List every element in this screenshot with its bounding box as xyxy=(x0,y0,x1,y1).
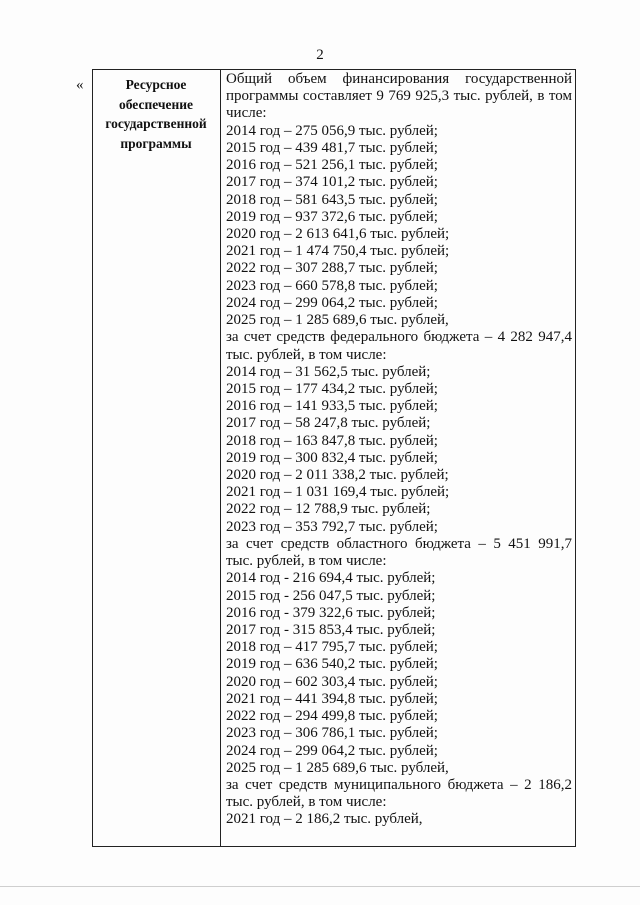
table-column-divider xyxy=(220,69,221,847)
financing-line: 2020 год – 602 303,4 тыс. рублей; xyxy=(226,673,438,690)
row-heading-line: Ресурсное xyxy=(125,77,187,92)
financing-line: 2024 год – 299 064,2 тыс. рублей; xyxy=(226,294,438,311)
financing-line: числе: xyxy=(226,105,267,122)
financing-line: 2024 год – 299 064,2 тыс. рублей; xyxy=(226,742,438,759)
financing-line: 2015 год – 177 434,2 тыс. рублей; xyxy=(226,380,438,397)
row-heading-line: государственной xyxy=(105,116,207,132)
financing-line: за счет средств областного бюджета – 5 451 991,7 xyxy=(226,535,572,552)
financing-line: 2022 год – 307 288,7 тыс. рублей; xyxy=(226,260,438,277)
financing-line: 2016 год – 141 933,5 тыс. рублей; xyxy=(226,398,438,415)
financing-line: 2025 год – 1 285 689,6 тыс. рублей, xyxy=(226,312,449,329)
financing-line: 2023 год – 660 578,8 тыс. рублей; xyxy=(226,277,438,294)
financing-line: 2025 год – 1 285 689,6 тыс. рублей, xyxy=(226,759,449,776)
financing-line: 2020 год – 2 613 641,6 тыс. рублей; xyxy=(226,225,450,242)
financing-line: 2014 год - 216 694,4 тыс. рублей; xyxy=(226,570,436,587)
financing-line: программы составляет 9 769 925,3 тыс. рублей, в том xyxy=(226,88,572,105)
row-heading-line: программы xyxy=(120,135,192,151)
row-heading-resource-provision xyxy=(93,75,219,153)
financing-line: тыс. рублей, в том числе: xyxy=(226,553,387,570)
financing-line: 2014 год – 275 056,9 тыс. рублей; xyxy=(226,122,438,139)
financing-line: 2014 год – 31 562,5 тыс. рублей; xyxy=(226,363,431,380)
opening-quote-mark: « xyxy=(76,77,84,93)
financing-line: 2017 год – 374 101,2 тыс. рублей; xyxy=(226,174,438,191)
financing-line: 2017 год - 315 853,4 тыс. рублей; xyxy=(226,622,436,638)
financing-line: 2020 год – 2 011 338,2 тыс. рублей; xyxy=(226,467,449,484)
financing-line: 2023 год – 353 792,7 тыс. рублей; xyxy=(226,518,438,535)
row-heading-line: обеспечение xyxy=(118,96,194,112)
financing-line: 2021 год – 2 186,2 тыс. рублей, xyxy=(226,811,423,828)
financing-line: 2022 год – 294 499,8 тыс. рублей; xyxy=(226,708,438,725)
financing-line: 2023 год – 306 786,1 тыс. рублей; xyxy=(226,725,438,742)
financing-line: 2015 год – 439 481,7 тыс. рублей; xyxy=(226,139,438,156)
financing-line: 2021 год – 1 474 750,4 тыс. рублей; xyxy=(226,243,450,260)
financing-line: 2019 год – 636 540,2 тыс. рублей; xyxy=(226,656,438,673)
financing-line: 2016 год – 521 256,1 тыс. рублей; xyxy=(226,157,438,174)
financing-line: за счет средств муниципального бюджета – 2 186,2 xyxy=(226,776,572,793)
financing-line: 2022 год – 12 788,9 тыс. рублей; xyxy=(226,501,431,518)
scan-bottom-edge xyxy=(0,886,640,887)
financing-line: 2019 год – 300 832,4 тыс. рублей; xyxy=(226,449,438,466)
financing-line: 2019 год – 937 372,6 тыс. рублей; xyxy=(226,208,438,225)
financing-line: 2016 год - 379 322,6 тыс. рублей; xyxy=(226,604,436,621)
financing-line: 2015 год - 256 047,5 тыс. рублей; xyxy=(226,587,436,604)
financing-line: 2018 год – 417 795,7 тыс. рублей; xyxy=(226,639,438,656)
financing-line: 2018 год – 581 643,5 тыс. рублей; xyxy=(226,191,438,208)
financing-line: тыс. рублей, в том числе: xyxy=(226,346,387,363)
page-number: 2 xyxy=(316,47,324,63)
financing-line: 2017 год – 58 247,8 тыс. рублей; xyxy=(226,415,431,432)
financing-details-cell xyxy=(226,71,572,829)
financing-line: за счет средств федерального бюджета – 4 282 947,4 xyxy=(226,329,572,346)
financing-line: 2021 год – 1 031 169,4 тыс. рублей; xyxy=(226,484,450,501)
financing-line: 2021 год – 441 394,8 тыс. рублей; xyxy=(226,690,438,707)
financing-line: Общий объем финансирования государственной xyxy=(226,71,572,87)
financing-line: 2018 год – 163 847,8 тыс. рублей; xyxy=(226,432,438,449)
financing-line: тыс. рублей, в том числе: xyxy=(226,794,387,811)
